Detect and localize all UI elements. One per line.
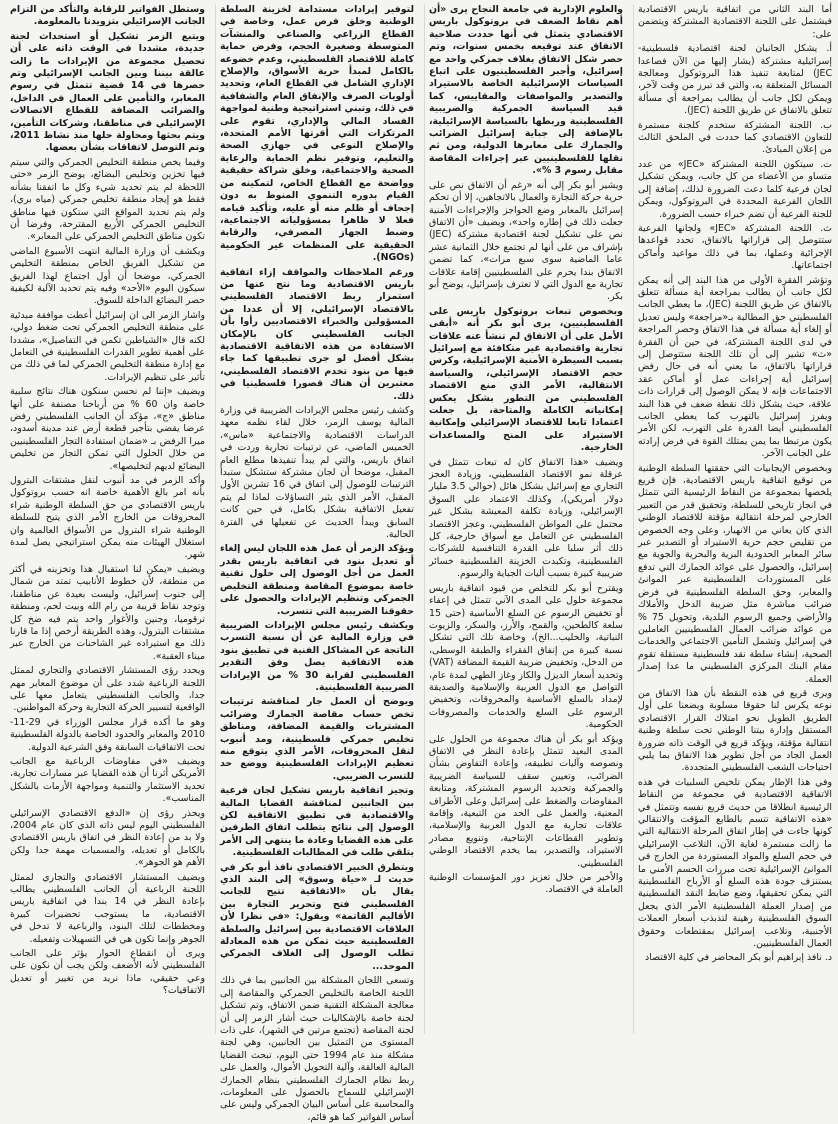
article-paragraph: ويضيف «في مفاوضات الرباعية مع الجانب الأمريكي أثرنا أن هذه القضايا عبر مسارات تجارية، تحديد الاستثمار والتنمية ومواجهة الأزمات بالشكل المناسب».: [10, 755, 205, 805]
article-paragraph: ويؤكد الزمر أن عمل هذه اللجان ليس إلغاء أو تعديل بنود في اتفاقية باريس بقدر العمل من أجل الوصول إلى حلول تقنية خاصة بموضوع المقاصة ومنطقة التخليص الجمركي وتنظيم الإيرادات والحصول على حقوقنا الضريبية التي تتسرب.: [220, 543, 414, 617]
article-paragraph: ويضيف «يمكن لنا استقبال هذا وتخزينه في أكثر من منطقة، لأن خطوط الأنابيب تمتد من شمال إلى جنوب إسرائيل، وليست بعيدة عن مناطقنا، وتوجد نقاط قريبة من رام الله وبيت لحم، ومنطقة ترقوميا، وجنين والأغوار واحد يتم فيه ضخ كل مشتقات البترول، وهذه الطريقة أرخص إذا ما قارنا ذلك مع استيراده غير الشاحنات من الخارج عبر ميناء العقبة».: [10, 563, 205, 662]
article-paragraph: د. نافذ إبراهيم أبو بكر المحاضر في كلية الاقتصاد: [645, 952, 832, 964]
article-paragraph: وأكد الزمر في مد أنبوب لنقل مشتقات البترول بأنه امر بالغ الأهمية خاصة انه حسب بروتوكول باريس الاقتصادي من حق السلطة الوطنية شراء المحروقات من الخارج الأمر الذي يتيح للسلطة الوطنية شراء البترول من الأسواق العالمية وان استغلال الهيئات منه يمكن استراتيجي يصل لمدة شهر.: [10, 475, 205, 561]
article-paragraph: ويرى أن انقطاع الحوار يؤثر على الجانب الفلسطيني لأنه الأضعف ولكن يجب أن نكون على وعي حقيقي، ماذا نريد من تغيير أو تعديل الاتفاقيات؟: [10, 948, 205, 997]
article-paragraph: ويضيف «إننا لم نحسن سنكون هناك نتائج سلبية خاصة وان 60 % من أرباحنا مصنفة على أنها مناطق «ج»، مؤكد أن الجانب الفلسطيني رفض عرضا يقضي بتأجير قطعة أرض عند مدينة أسدود، ميرا الرفض بـ «ضمان استفادة التجار الفلسطينيين من خلال الحلول التي تمكن التجار من تخليص البضائع لديهم لتخليصها».: [10, 386, 205, 472]
article-paragraph: واشار الزمر الى ان إسرائيل أعطت موافقة مبدئية على منطقة التخليص الجمركي تحت ضغط دولي، لكنه قال «الشياطين تكمن في التفاصيل»، مشددا على أهمية تطوير القدرات الفلسطينية في التعامل مع إدارة منطقة التخليص الجمركي لما في ذلك من تأثير على تنظيم الإيرادات.: [10, 309, 205, 383]
article-paragraph: ويقترح أبو بكر للتخلص من قيود اتفاقية باريس مجموعة حلول على المدى الآني تتمثل في إعفاء أو تخفيض الرسوم عن السلع الأساسية (حتى 15 سلعة كالطحين، والقمح، والأرز، والسكر، والزيوت النباتية، والحليب...الخ)، وخاصة تلك التي تشكل نسبة كبيرة من إنفاق الفقراء والطبقة الوسطى، من الدخل، وتخفيض ضريبة القيمة المضافة (VAT) وتحديد أسعار الديزل والكاز وغاز الطهي لمدة عام، التواصل مع الدول العربية والإسلامية والصديقة لإمداد بالسلع الأساسية والمحروقات، وتخفيض الرسوم على السلع والخدمات والمصروفات الحكومية.: [429, 582, 623, 731]
article-paragraph: وكشف رئيس مجلس الإيرادات الضريبية في وزارة المالية يوسف الزمر، خلال لقاء نظمه معهد الدراسات الاقتصادية والاجتماعية «ماس»، الخميس الماضي، عن ترتيبات تجارية وردت في اتفاق باريس، والتي لم يبدأ تنفيذها مطلع العام المقبل، موضحا أن لجان مشتركة ستشكل ستبدأ الترتيبات للوصول إلى اتفاق في 16 تشرين الأول المقبل، الأمر الذي يثير التساؤلات لماذا لم يتم تفعيل الاتفاقية بشكل بكامل، في حين كانت السابق ويبدأ الحديث عن تفعيلها في الفترة الحالية.: [220, 405, 414, 541]
article-paragraph: وفيما يخص منطقة التخليص الجمركي والتي سيتم فيها تخزين وتخليص البضائع، يوضح الزمر «حتى اللحظة لم يتم تحديد شيء وكل ما اتفقنا بشأنه فقط هو إيجاد منطقة تخليص جمركي (مياه بري)، ولم يتم تحديد المواقع التي ستكون فيها مناطق التخليص الجمركي الأربع المقترحة، وفرضا أن تكون مناطق التخليص الجمركي على المعابر».: [10, 156, 205, 243]
article-paragraph: وستطل الفواتير للرقابة والتأكد من التزام الجانب الإسرائيلي بتزويدنا بالمعلومة.: [10, 4, 205, 28]
article-paragraph: أ. يشكل الجانبان لجنة اقتصادية فلسطينية-إسرائيلية مشتركة (يشار إليها من الآن فصاعدا JEC) لمتابعة تنفيذ هذا البروتوكول ومعالجة المسائل المتعلقة به، والتي قد تبرز من وقت لآخر، ويمكن لكل جانب أن يطالب بمراجعة أي مسألة تتعلق بالاتفاق عن طريق اللجنة (JEC).: [638, 43, 832, 117]
article-paragraph: وفي هذا الإطار يمكن تلخيص السلبيات في هذه الاتفاقية الاقتصادية في مجموعة من النقاط الرئيسية انطلاقا من حديث قريع نفسه وتتمثل في «هذه الاتفاقية تتسم بالطابع المؤقت والانتقالي كونها جاءت في إطار اتفاق المرحلة الانتقالية التي ما زالت مستمرة لغاية الآن، التلاعب الإسرائيلي في حجم السلع والمواد المستوردة من الخارج في الموانئ الإسرائيلية تحت مبررات الحسم الأمني ما يستنزف جودة هذه السلع أو الأرباح الفلسطينية التي يمكن تحقيقها، وضع ضابط النقد الفلسطينية من إصدار العملة الفلسطينية الأمر الذي يجعل السوق الفلسطينية رهينة لتذبذب أسعار العملات الأجنبية، وتلاعب إسرائيل بمقتطعات وحقوق العمال الفلسطينيين.: [638, 776, 832, 950]
article-paragraph: ويضيف المستشار الاقتصادي والتجاري لممثل اللجنة الرباعية أن الجانب الفلسطيني يطالب بإعادة النظر في 14 بندا في اتفاقية باريس الاقتصادية، ما يستوجب تحضيرات كبيرة ومخططات لتلك البنود، والرباعية لا تدخل في الجوهر وإنما تكون هي في التسهيلات وتفعيله.: [10, 871, 205, 945]
article-paragraph: ويتطرق الخبير الاقتصادي نافذ أبو بكر في حديث لـ «حياة وسوق» إلى البند الذي يقال بأن «الاتفاقية تتيح للجانب الفلسطيني فتح وتحرير التجارة بين الأقاليم القاتمة» ويقول: «في نظرا لأن العلاقات الاقتصادية بين إسرائيل والسلطة الفلسطينية حيث تمكن من هذه المعادلة تطلب الوصول إلى الغلاف الجمركي الموحد...: [220, 861, 414, 972]
article-paragraph: ويحدد رؤى المستشار الاقتصادي والتجاري لممثل اللجنة الرباعية شدد على أن موضوع المعابر مهم جدا، والجانب الفلسطيني يتعامل معها على الواقعية لتسيير الحركة التجارية وحركة المواطنين.: [10, 665, 205, 714]
article-paragraph: ويوضح أن العمل جار لمناقشة ترتيبات تخص حساب مقاصة الجمارك وضرائب المشتريات والقيمة المضافة، ومناطق تخليص جمركي فلسطينية، ومد أنبوب لنقل المحروقات، الأمر الذي يتوقع منه تعظيم الإيرادات الفلسطينية ووضع حد للتسرب الضريبي.: [220, 696, 414, 782]
article-paragraph: وتجيز اتفاقية باريس تشكيل لجان فرعية بين الجانبين لمناقشة القضايا المالية والاقتصادية في تطبيق الاتفاقية لكن الوصول إلى نتائج يتطلب اتفاق الطرفين على هذه القضايا وعادة ما ينتهي إلى الأمر بتلقي طلب في المطالبات الفلسطينية.: [220, 785, 414, 859]
article-paragraph: وتؤشر الفقرة الأولى من هذا البند إلى أنه يمكن لكل جانب أن يطالب بمراجعة أية مسألة تتعلق بالاتفاق عن طريق اللجنة (JEC)، ما يعطي الجانب الفلسطيني حق المطالبة بـ«مراجعة» وليس تعديل أو إلغاء أية مسألة في هذا الاتفاق وحصر المراجعة في لدى اللجنة المشتركة، في حين أن الفقرة «ث» تشير إلى أن تلك اللجنة ستتوصل إلى قراراتها بالاتفاق، ما يعني أنه في حال رفض إسرائيل أية إجراءات عمل أو أماكن عقد الاجتماعات فإنه لا يمكن الوصول إلى قرارات ذات علاقة، حيث يشكل ذلك نقطة ضعف في هذا البند ويفرز إسرائيل بالتهرب كما يعطي الجانب الفلسطيني أيضا القدرة على التهرب، لكن الأمر يكون مرتبطا بما يمن يمتلك القوة في فرض إرادته على الجانب الآخر.: [638, 274, 832, 460]
article-paragraph: ث. اللجنة المشتركة «JEC» ولجانها الفرعية ستتوصل إلى قراراتها بالاتفاق، تحدد قواعدها الإجرائية وعملها، بما في ذلك مواعيد وأماكن اجتماعاتها.: [638, 222, 832, 272]
article-paragraph: وهو ما أكده قرار مجلس الوزراء في 29-11-2010 والمعابر والحدود الخاصة بالدولة الفلسطينية تحت الاتفاقيات السابقة وفق الشرعية الدولية.: [10, 716, 205, 753]
article-column-2: [424, 4, 623, 1034]
article-paragraph: ويتبع الزمر تشكيل أو استحداث لجنة جديدة، مشددا في الوقت ذاته على أن تحصيل مجموعة من الإيرادات ما زالت عالقة بيننا وبين الجانب الإسرائيلي وتم حصرها في 14 قضية تتمثل في رسوم المعابر، والتأمين على العمال في الداخل، والضرائب المضافة للقطاع الاتصالات الإسرائيلي في مناطقنا، وشركات التأمين، ويتم بحثها ومحاولة حلها منذ نشاط 2011، وتم التوصل لاتفاقات بشأن بعضها.: [10, 30, 205, 154]
article-paragraph: ويحذر رؤى إن «الدفع الاقتصادي الإسرائيلي الفلسطيني اليوم ليس ذاته الذي كان عام 2004، ولا بد من إعادة النظر في اتفاق باريس الاقتصادي بالكامل أو تعديله، والمسميات مهمة جدا ولكن الأهم هو الجوهر».: [10, 807, 205, 869]
article-column-3: [215, 4, 414, 1123]
article-paragraph: ويكشف أن وزارة المالية انتهت الأسبوع الماضي من تشكيل الفريق الخاص بمنطقة التخليص الجمركي، موضحا أن أول اجتماع لهذا الفريق سيكون اليوم «الأحد» وفيه يتم تحديد الآلية لكيفية حصر البضائع الداخلة للسوق.: [10, 245, 205, 307]
article-paragraph: أما البند الثاني من اتفاقية باريس الاقتصادية فيشتمل على اللجنة الاقتصادية المشتركة ويتضمن على:: [638, 4, 832, 40]
article-paragraph: ويرى قريع في هذه النقطة بأن هذا الاتفاق من نوعه يكرس لنا حقوقا مسلوبة ويضعنا على أول الطريق الطويل نحو امتلاك القرار الاقتصادي المستقل وإدارة بيتنا الوطني تحت سلطة وطنية انتقالية مؤقتة، ويؤكد قريع في الوقت ذاته ضرورة العمل الجاد من أجل تطوير هذا الاتفاق بما يلبي احتياجات الشعب الفلسطيني المتجددة.: [638, 687, 832, 774]
article-paragraph: والعلوم الإدارية في جامعة النجاح يرى «أن أهم نقاط الضعف في بروتوكول باريس الاقتصادي يتمثل في أنها حددت صلاحية الاتفاق عند توقيعه بخمس سنوات، وتم حصر شكل الاتفاق بغلاف جمركي واحد مع إسرائيل، وأجبر الفلسطينيون على اتباع السياسات الإسرائيلية الخاصة بالاستيراد والتصدير والمواصفات والمقاييس، كما قيد السياسة الجمركية والضريبية الفلسطينية وربطها بالسياسة الإسرائيلية، بالإضافة إلى جباية إسرائيل الضرائب والجمارك على معابرها الدولية، ومن ثم نقلها للفلسطينيين عبر إجراءات المقاصة مقابل رسوم 3 %».: [429, 4, 623, 177]
article-paragraph: ويؤكد أبو بكر أن هناك مجموعة من الحلول على المدى البعيد تتمثل بإعادة النظر في الاتفاق ونصوصه وآليات تطبيقه، وإعادة التفاوض بشأن الضرائب، وتعيين سقف للسياسة الضريبية والجمركية وتحديد الرسوم المشتركة، ومتابعة المفاوضات والضغط على إسرائيل وعلى الأطراف المعنية، والعمل على الحد من التبعية، وإقامة علاقات تجارية مع الدول العربية والإسلامية، وتطوير القطاعات الإنتاجية، وتنويع مصادر الاستيراد، والتصدير، بما يخدم الاقتصاد الوطني الفلسطيني.: [429, 733, 623, 869]
article-paragraph: لتوفير إيرادات مستدامة لخزينة السلطة الوطنية وخلق فرص عمل، وخاصة في القطاع الزراعي والصناعي والمنشآت المتوسطة وصغيرة الحجم، وفرض حماية كاملة للاقتصاد الفلسطيني، وعدم خضوعه بالكامل لمبدأ حرية الأسواق، والإصلاح الإداري الشامل في القطاع العام، وتحديد أولويات الصرف والإنفاق العام والشفافية في ذلك، وتبني استراتيجية وطنية لمواجهة الفساد المالي والإداري، تقوم على المرتكزات التي أقرتها الأمم المتحدة، والإصلاح النوعي في جهازي الصحة والتعليم، وتوفير نظم الحماية والرعاية الصحية والاجتماعية، وخلق شراكة حقيقية وواضحة مع القطاع الخاص، لتمكينه من القيام بدوره التنموي المنوط به دون إجحاف أو ظلم منه أو عليه، وتأكيد قيامه فعلا لا ظاهرا بمسؤولياته الاجتماعية، وضبط الجهاز المصرفي، والرقابة الحقيقية على المنظمات غير الحكومية (NGOs).: [220, 4, 414, 264]
article-paragraph: ت. سيتكون اللجنة المشتركة «JEC» من عدد متساو من الأعضاء من كل جانب، ويمكن تشكيل لجان فرعية كلما دعت الضرورة لذلك، إضافة إلى اللجان الفرعية المحددة في البروتوكول، ويمكن للجنة الفرعية أن تضم خبراء حسب الضرورة.: [638, 158, 832, 220]
article-paragraph: وبخصوص تبعات بروتوكول باريس على الفلسطينيين، يرى أبو بكر أنه «أبقى الأمل على أن الاتفاق لم تنشأ عنه علاقات تجارية واقتصادية غير متكافئة مع إسرائيل بسبب السيطرة الأمنية الإسرائيلية، وكرس حجم الاقتصاد الإسرائيلي، والسياسة الانتقالية، الأمر الذي منع الاقتصاد الفلسطيني من التطور بشكل يعكس إمكانياته الكاملة والمتاحة، بل جعلت اعتمادا تابعا للاقتصاد الإسرائيلي وإمكانية الاستيراد على المنح والمساعدات الخارجية.: [429, 305, 623, 454]
article-paragraph: والأخير من خلال تعزيز دور المؤسسات الوطنية العاملة في الاقتصاد.: [429, 872, 623, 896]
article-paragraph: ويضيف «هذا الاتفاق كان له تبعات تتمثل في عرقلة نمو الاقتصاد الفلسطيني، وزيادة العجز التجاري مع إسرائيل بشكل هائل (حوالي 3.5 مليار دولار أمريكي)، وكذلك الاعتماد على السوق الإسرائيلي، وزيادة تكلفة المعيشة بشكل غير محتمل على المواطن الفلسطيني، وعجز الاقتصاد الفلسطيني عن التعامل مع أسواق خارجية، كل ذلك أثر سلبا على القدرة التنافسية للشركات الفلسطينية، وتكبدت الخزينة الفلسطينية خسائر ضريبية كبيرة بسبب أليات الجباية والرسوم.: [429, 456, 623, 580]
article-column-4: [6, 4, 205, 1034]
article-paragraph: وبخصوص الإيجابيات التي حققتها السلطة الوطنية من توقيع اتفاقية باريس الاقتصادية، فإن قريع يلخصها بمجموعة من النقاط الرئيسية التي تتمثل في انجاز تاريخي للسلطة، وتحقيق قدر من التعبير الخارجي لمرحلة انتقالية مؤقتة للاقتصاد الوطني الذي كان يعاني من الانهيار، وعلى وجه الخصوص من تقليص حجم حرية الاستيراد أو التصدير عبر سائر المعابر الحدودية البرية والبحرية والجوية مع إسرائيل، والحصول على عوائد الجمارك التي تدفع على المستوردات الفلسطينية عبر الموانئ والمعابر، وحق السلطة الفلسطينية في فرض ضرائب مباشرة مثل ضريبة الدخل والأملاك والأراضي وجميع الرسوم البلدية، وتحويل 75 % من عوائد ضرائب العمال الفلسطينيين العاملين في إسرائيل وتشمل التأمين الاجتماعي والخدمات الصحية، إنشاء سلطة نقد فلسطينية مستقلة تقوم مقام البنك المركزي الفلسطيني ما عدا إصدار العملة.: [638, 462, 832, 685]
article-paragraph: ويشير أبو بكر إلى أنه «رغم أن الاتفاق نص على حرية حركة التجارة والعمال بالاتجاهين، إلا أن تحكم إسرائيل بالمعابر وضع الحواجز والإجراءات الأمنية جعلت ذلك في إطاره واحد»، ويضيف «أن الاتفاق نص على تشكيل لجنة اقتصادية مشتركة (JEC) بإشراف من على أنها لم تجتمع خلال الثمانية عشر عاما الماضية سوى سبع مرات»، كما تضمن الاتفاق بندا يحرم على الفلسطينيين إقامة علاقات تجارية مع الدول التي لا تعترف بإسرائيل، يوضح أبو بكر.: [429, 179, 623, 303]
article-paragraph: ويكشف رئيس مجلس الإيرادات الضريبية في وزارة المالية عن أن نسبة التسرب الناتجة عن المشاكل الفنية في تطبيق بنود هذه الاتفاقية يصل وفق التقدير الفلسطيني لقرابة 30 % من الإيرادات الضريبية الفلسطينية.: [220, 619, 414, 693]
article-paragraph: ورغم الملاحظات والمواقف إزاء اتفاقية باريس الاقتصادية وما نتج عنها من استمرار ربط الاقتصاد الفلسطيني بالاقتصاد الإسرائيلي، إلا أن عددا من المسؤولين والخبراء الاقتصاديين رأوا بأن الجانب الفلسطيني كان بالإمكان الاستفادة من هذه الاتفاقية الاقتصادية بشكل أفضل لو جرى تطبيقها كما جاء فيها من بنود تخدم الاقتصاد الفلسطيني، معتبرين أن هناك قصورا فلسطينيا في ذلك.: [220, 266, 414, 402]
article-paragraph: وتسعى اللجان المشكلة بين الجانبين بما في ذلك اللجنة الخاصة بالتخليص الجمركي والمقاصة إلى معالجة المشكلة التقنية ضمن الاتفاق، وتم تشكيل لجنة خاصة بالإشكاليات حيث أشار الزمر إلى أن لجنة المقاصة (تجتمع مرتين في الشهر)، على ذات المستوى من التمثيل بين الجانبين، وهي لجنة مشكلة منذ عام 1994 حتى اليوم، تبحث القضايا المالية العالقة، وآلية التحويل الأموال، والعمل على ربط نظام الجمارك الفلسطيني بنظام الجمارك الإسرائيلي للسماح بالحصول على المعلومات، والمحاسبة على أساس البيان الجمركي وليس على أساس الفواتير كما هو قائم،: [220, 975, 414, 1123]
article-paragraph: ب. اللجنة المشتركة ستخدم كلجنة مستمرة للتعاون الاقتصادي كما حددت في الملحق الثالث من إعلان المبادئ.: [638, 119, 832, 156]
article-column-1: [633, 4, 832, 1034]
